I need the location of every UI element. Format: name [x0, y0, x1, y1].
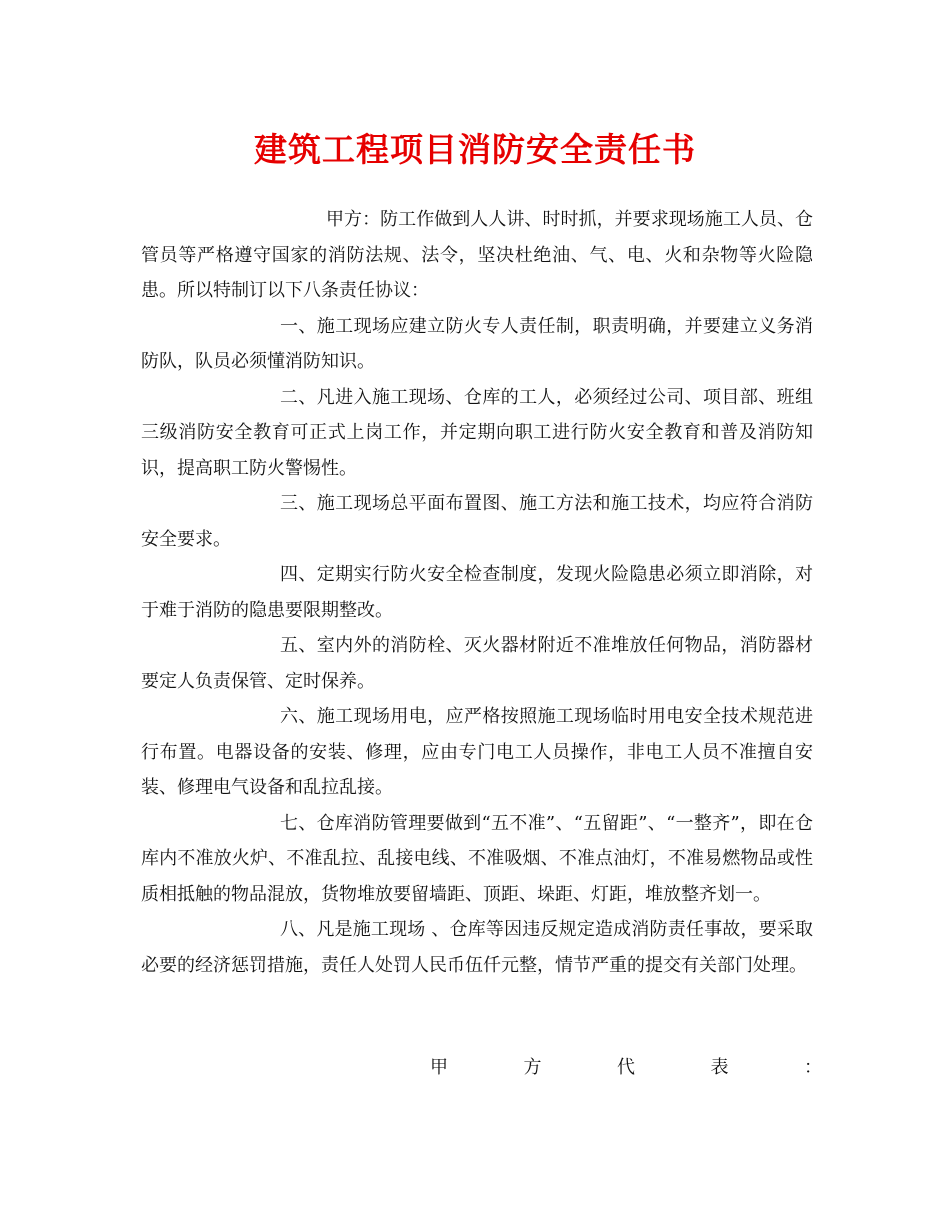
clause-8: 八、凡是施工现场 、仓库等因违反规定造成消防责任事故，要采取必要的经济惩罚措施，责任人处罚人民币伍仟元整，情节严重的提交有关部门处理。 [141, 919, 813, 976]
clause-5: 五、室内外的消防栓、灭火器材附近不准堆放任何物品，消防器材要定人负责保管、定时保养。 [141, 635, 813, 692]
signature-colon: ： [804, 1057, 822, 1078]
clause-1: 一、施工现场应建立防火专人责任制，职责明确，并要建立义务消防队，队员必须懂消防知识。 [141, 315, 813, 372]
clause-2: 二、凡进入施工现场、仓库的工人，必须经过公司、项目部、班组三级消防安全教育可正式上岗工作，并定期向职工进行防火安全教育和普及消防知识，提高职工防火警惕性。 [141, 386, 813, 479]
document-title: 建筑工程项目消防安全责任书 [254, 130, 696, 169]
signature-char: 甲 [430, 1057, 448, 1078]
party-a-signature-line [430, 1050, 822, 1085]
signature-char: 表 [710, 1057, 729, 1078]
signature-char: 方 [523, 1057, 542, 1078]
document-body [141, 202, 813, 983]
clause-6: 六、施工现场用电，应严格按照施工现场临时用电安全技术规范进行布置。电器设备的安装、修理，应由专门电工人员操作，非电工人员不准擅自安装、修理电气设备和乱拉乱接。 [141, 706, 813, 798]
clause-7: 七、仓库消防管理要做到“五不准”、“五留距”、“一整齐”，即在仓库内不准放火炉、不准乱拉、乱接电线、不准吸烟、不准点油灯，不准易燃物品或性质相抵触的物品混放，货物堆放要留墙距、顶距、垛距、灯距，堆放整齐划一。 [141, 812, 813, 905]
intro-paragraph: 甲方：防工作做到人人讲、时时抓，并要求现场施工人员、仓管员等严格遵守国家的消防法规、法令，坚决杜绝油、气、电、火和杂物等火险隐患。所以特制订以下八条责任协议： [141, 209, 813, 301]
signature-char: 代 [617, 1057, 635, 1078]
clause-3: 三、施工现场总平面布置图、施工方法和施工技术，均应符合消防安全要求。 [141, 493, 813, 550]
clause-4: 四、定期实行防火安全检查制度，发现火险隐患必须立即消除，对于难于消防的隐患要限期整改。 [141, 564, 813, 621]
